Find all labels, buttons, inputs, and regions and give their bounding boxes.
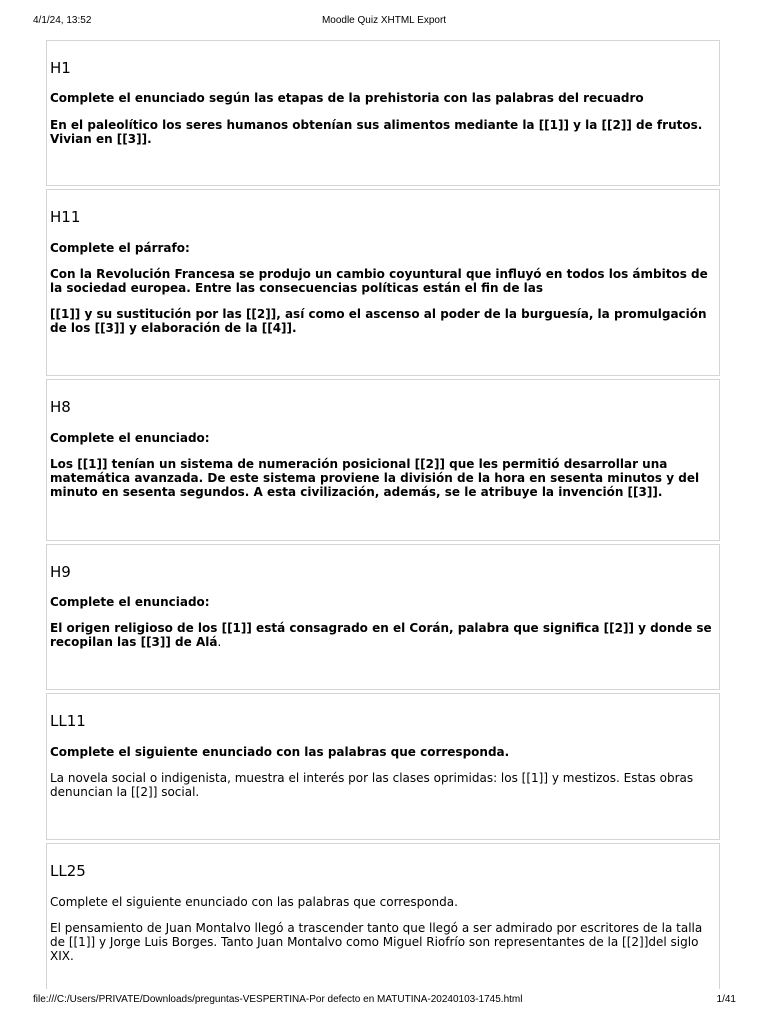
question-instruction: Complete el enunciado: <box>50 595 210 609</box>
print-datetime: 4/1/24, 13:52 <box>33 15 92 26</box>
print-title: Moodle Quiz XHTML Export <box>321 15 447 26</box>
question-card <box>46 189 720 376</box>
question-instruction: Complete el párrafo: <box>50 241 190 255</box>
question-card <box>46 843 720 989</box>
question-title: LL25 <box>50 862 86 880</box>
question-instruction: Complete el enunciado: <box>50 431 210 445</box>
question-card <box>46 379 720 541</box>
question-text: [[1]] y su sustitución por las [[2]], así como el ascenso al poder de la burguesía, la promulgación de los [[3]] y elaboración de la [[4]]. <box>50 307 707 335</box>
question-title: LL11 <box>50 712 86 730</box>
question-instruction: Complete el siguiente enunciado con las palabras que corresponda. <box>50 745 510 759</box>
question-text: En el paleolítico los seres humanos obtenían sus alimentos mediante la [[1]] y la [[2]] de frutos. Vivian en [[3]]. <box>50 118 703 146</box>
print-footer <box>0 994 768 1010</box>
question-title: H1 <box>50 59 71 77</box>
question-title: H8 <box>50 398 71 416</box>
question-text-bold: El origen religioso de los [[1]] está consagrado en el Corán, palabra que significa [[2]] y donde se recopilan las [[3]] de Alá <box>50 621 712 649</box>
page-number: 1/41 <box>716 994 736 1005</box>
question-text: La novela social o indigenista, muestra el interés por las clases oprimidas: los [[1]] y mestizos. Estas obras denuncian la [[2]] social. <box>50 771 694 799</box>
question-card <box>46 544 720 690</box>
question-instruction: Complete el siguiente enunciado con las palabras que corresponda. <box>50 895 458 909</box>
question-text-end: . <box>217 635 222 649</box>
question-text: Con la Revolución Francesa se produjo un cambio coyuntural que influyó en todos los ámbitos de la sociedad europea. Entre las consecuencias políticas están el fin de las <box>50 267 708 295</box>
question-text: El pensamiento de Juan Montalvo llegó a trascender tanto que llegó a ser admirado por escritores de la talla de [[1]] y Jorge Luis Borges. Tanto Juan Montalvo como Miguel Riofrío son representantes de la [[2]]del siglo XIX. <box>50 921 703 963</box>
file-path: file:///C:/Users/PRIVATE/Downloads/preguntas-VESPERTINA-Por defecto en MATUTINA-20240103-1745.html <box>33 994 523 1005</box>
question-text: Los [[1]] tenían un sistema de numeración posicional [[2]] que les permitió desarrollar una matemática avanzada. De este sistema proviene la división de la hora en sesenta minutos y del minuto en sesenta segundos. A esta civilización, además, se le atribuye la invención [[3]]. <box>50 457 700 499</box>
question-text <box>50 621 713 649</box>
question-title: H9 <box>50 563 71 581</box>
question-title: H11 <box>50 208 81 226</box>
question-instruction: Complete el enunciado según las etapas de la prehistoria con las palabras del recuadro <box>50 91 644 105</box>
question-card <box>46 40 720 186</box>
print-header <box>0 15 768 31</box>
question-card <box>46 693 720 840</box>
